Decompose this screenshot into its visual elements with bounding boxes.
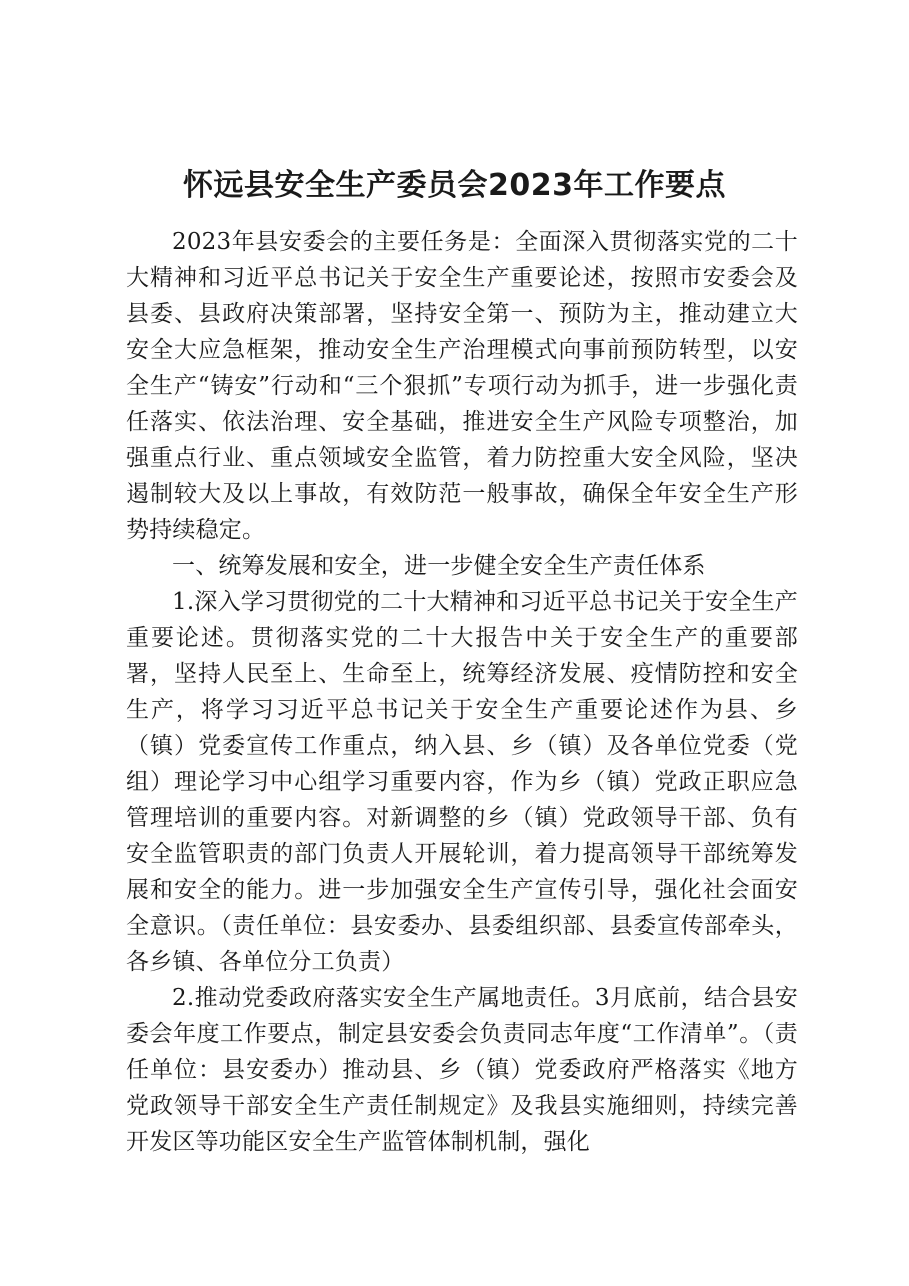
section-heading: 一、统筹发展和安全，进一步健全安全生产责任体系 (172, 553, 706, 579)
intro-paragraph: 2023年县安委会的主要任务是：全面深入贯彻落实党的二十大精神和习近平总书记关于安全生产重要论述，按照市安委会及县委、县政府决策部署，坚持安全第一、预防为主，推动建立大安全大应急框架，推动安全生产治理模式向事前预防转型，以安全生产“铸安”行动和“三个狠抓”专项行动为抓手，进一步强化责任落实、依法治理、安全基础，推进安全生产风险专项整治，加强重点行业、重点领域安全监管，着力防控重大安全风险，坚决遏制较大及以上事故，有效防范一般事故，确保全年安全生产形势持续稳定。 (126, 229, 798, 543)
document-title: 怀远县安全生产委员会2023年工作要点 (183, 168, 726, 203)
item-paragraph: 1.深入学习贯彻党的二十大精神和习近平总书记关于安全生产重要论述。贯彻落实党的二十大报告中关于安全生产的重要部署，坚持人民至上、生命至上，统筹经济发展、疫情防控和安全生产，将学习习近平总书记关于安全生产重要论述作为县、乡（镇）党委宣传工作重点，纳入县、乡（镇）及各单位党委（党组）理论学习中心组学习重要内容，作为乡（镇）党政正职应急管理培训的重要内容。对新调整的乡（镇）党政领导干部、负有安全监管职责的部门负责人开展轮训，着力提高领导干部统筹发展和安全的能力。进一步加强安全生产宣传引导，强化社会面安全意识。（责任单位：县安委办、县委组织部、县委宣传部牵头，各乡镇、各单位分工负责） (126, 589, 798, 975)
document-body (126, 224, 798, 1160)
item-paragraph: 2.推动党委政府落实安全生产属地责任。3月底前，结合县安委会年度工作要点，制定县安委会负责同志年度“工作清单”。（责任单位：县安委办）推动县、乡（镇）党委政府严格落实《地方党政领导干部安全生产责任制规定》及我县实施细则，持续完善开发区等功能区安全生产监管体制机制，强化 (126, 985, 798, 1155)
